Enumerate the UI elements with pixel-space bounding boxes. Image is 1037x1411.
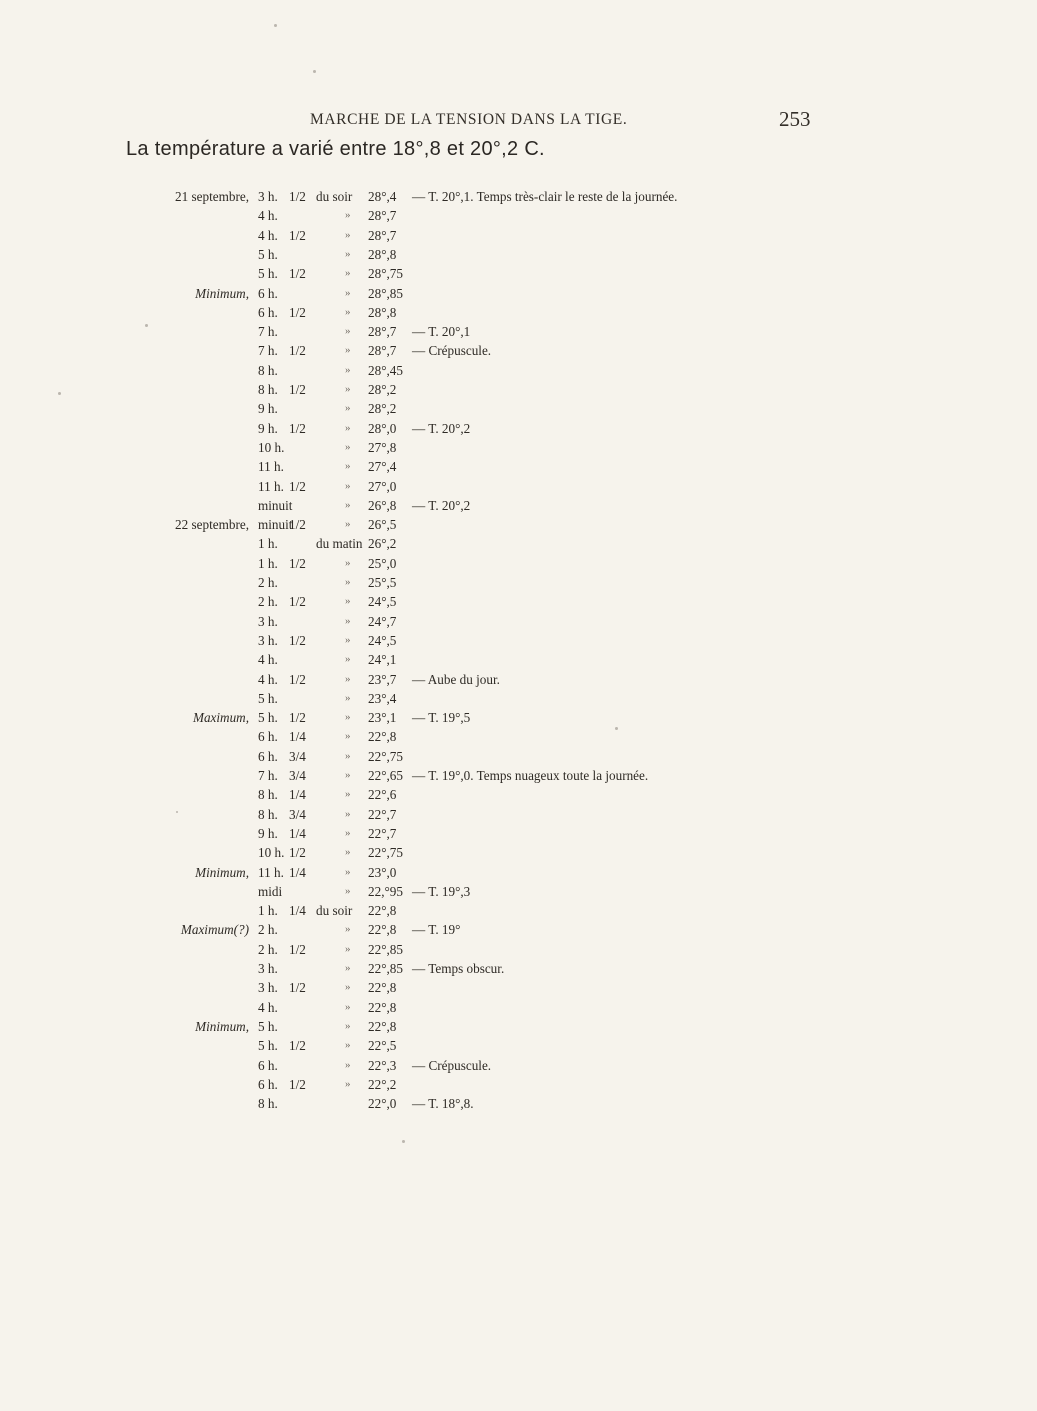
fraction-cell: 1/2 (289, 845, 306, 861)
ditto-mark: » (345, 769, 351, 781)
hour-cell: minuit (258, 517, 293, 533)
tension-value: 22°,85 (368, 961, 403, 976)
hour-cell: 4 h. (258, 999, 278, 1015)
period-cell: du soir (316, 903, 353, 919)
tension-value: 28°,7 (368, 343, 397, 359)
tension-value: 28°,7 (368, 324, 397, 340)
tension-value: 23°,7 (368, 671, 397, 687)
ditto-mark: » (345, 691, 351, 704)
hour-cell: 9 h. (258, 420, 278, 436)
table-row (0, 612, 1037, 631)
fraction-cell: 3/4 (289, 748, 306, 764)
hour-cell: 11 h. (258, 478, 284, 494)
tension-value: 25°,5 (368, 575, 397, 590)
ditto-mark: » (345, 556, 351, 569)
table-row (0, 670, 1037, 689)
hour-cell: 4 h. (258, 227, 278, 243)
period-cell: du soir (316, 189, 353, 204)
tension-value: 28°,45 (368, 362, 403, 378)
hour-cell: 7 h. (258, 324, 278, 340)
hour-cell: 5 h. (258, 1018, 278, 1034)
ditto-mark: » (345, 440, 351, 453)
table-row (0, 843, 1037, 862)
fraction-cell: 1/4 (289, 864, 306, 880)
extremum-label: Minimum, (195, 864, 249, 880)
table-row (0, 1094, 1037, 1113)
hour-cell: 1 h. (258, 536, 278, 552)
fraction-cell: 1/2 (289, 980, 306, 996)
fraction-cell: 3/4 (289, 806, 306, 822)
ditto-mark: » (345, 653, 351, 666)
hour-cell: 2 h. (258, 575, 278, 590)
table-row (0, 361, 1037, 380)
table-row (0, 805, 1037, 824)
hour-cell: 3 h. (258, 632, 278, 648)
ditto-mark: » (345, 788, 351, 801)
tension-value: 22°,8 (368, 980, 397, 996)
tension-value: 22°,0 (368, 1096, 397, 1112)
ditto-mark: » (345, 711, 351, 724)
table-row (0, 959, 1037, 978)
ditto-mark: » (345, 1000, 351, 1013)
table-row (0, 438, 1037, 457)
ditto-mark: » (345, 884, 351, 897)
fraction-cell: 1/2 (289, 710, 306, 726)
hour-cell: 9 h. (258, 401, 278, 417)
table-row (0, 284, 1037, 303)
hour-cell: 6 h. (258, 748, 278, 764)
ditto-mark: » (345, 807, 351, 820)
hour-cell: 9 h. (258, 825, 278, 841)
fraction-cell: 1/2 (289, 304, 306, 320)
tension-value: 22°,8 (368, 903, 397, 919)
remark-cell: — T. 20°,2 (412, 420, 471, 436)
extremum-label: Minimum, (195, 285, 249, 301)
tension-value: 23°,4 (368, 690, 397, 706)
period-cell: du matin (316, 536, 363, 552)
tension-value: 22°,8 (368, 1018, 397, 1034)
hour-cell: 2 h. (258, 922, 278, 938)
table-row (0, 940, 1037, 959)
print-speck (402, 1140, 405, 1143)
tension-value: 24°,7 (368, 613, 397, 629)
ditto-mark: » (345, 479, 351, 492)
fraction-cell: 3/4 (289, 768, 306, 783)
tension-value: 28°,4 (368, 189, 397, 204)
extremum-label: Maximum, (192, 710, 249, 726)
fraction-cell: 1/2 (289, 227, 306, 243)
table-row (0, 863, 1037, 882)
table-row (0, 534, 1037, 553)
remark-cell: — T. 20°,2 (412, 497, 471, 513)
ditto-mark: » (345, 981, 351, 994)
ditto-mark: » (345, 942, 351, 955)
hour-cell: 5 h. (258, 690, 278, 706)
tension-value: 28°,7 (368, 227, 397, 243)
table-row (0, 573, 1037, 592)
tension-value: 22°,7 (368, 806, 397, 822)
tension-value: 24°,5 (368, 594, 397, 610)
tension-value: 22°,5 (368, 1038, 397, 1054)
table-row (0, 824, 1037, 843)
tension-value: 28°,2 (368, 382, 397, 397)
remark-cell: — T. 20°,1. Temps très-clair le reste de la journée. (412, 189, 678, 204)
ditto-mark: » (345, 576, 351, 588)
fraction-cell: 1/2 (289, 189, 306, 204)
fraction-cell: 1/2 (289, 555, 306, 571)
hour-cell: 3 h. (258, 980, 278, 996)
hour-cell: 6 h. (258, 304, 278, 320)
print-speck (145, 324, 148, 327)
ditto-mark: » (345, 363, 351, 376)
tension-value: 22°,6 (368, 787, 397, 803)
tension-value: 28°,0 (368, 420, 397, 436)
hour-cell: 6 h. (258, 1057, 278, 1073)
table-row (0, 1017, 1037, 1036)
remark-cell: — Crépuscule. (412, 343, 492, 359)
hour-cell: 5 h. (258, 1038, 278, 1054)
table-row (0, 554, 1037, 573)
extremum-label: Maximum(?) (180, 922, 249, 938)
fraction-cell: 1/2 (289, 478, 306, 494)
tension-value: 22,°95 (368, 883, 403, 899)
fraction-cell: 1/4 (289, 903, 306, 919)
ditto-mark: » (345, 1039, 351, 1052)
table-row (0, 380, 1037, 399)
ditto-mark: » (345, 383, 351, 395)
remark-cell: — T. 19°,3 (412, 883, 471, 899)
hour-cell: 6 h. (258, 729, 278, 745)
hour-cell: 7 h. (258, 343, 278, 359)
tension-value: 22°,7 (368, 825, 397, 841)
hour-cell: 5 h. (258, 710, 278, 726)
tension-value: 25°,0 (368, 555, 397, 571)
hour-cell: 7 h. (258, 768, 278, 783)
table-row (0, 727, 1037, 746)
tension-value: 22°,75 (368, 748, 403, 764)
extremum-label: Minimum, (195, 1018, 249, 1034)
hour-cell: 2 h. (258, 594, 278, 610)
tension-value: 23°,1 (368, 710, 397, 726)
hour-cell: 1 h. (258, 903, 278, 919)
hour-cell: 5 h. (258, 266, 278, 282)
fraction-cell: 1/2 (289, 594, 306, 610)
remark-cell: — T. 19°,5 (412, 710, 471, 726)
tension-value: 23°,0 (368, 864, 397, 880)
hour-cell: 8 h. (258, 1096, 278, 1112)
fraction-cell: 1/2 (289, 1038, 306, 1054)
ditto-mark: » (345, 498, 351, 511)
fraction-cell: 1/2 (289, 1076, 306, 1092)
fraction-cell: 1/2 (289, 420, 306, 436)
table-row (0, 496, 1037, 515)
ditto-mark: » (345, 633, 351, 646)
table-row (0, 226, 1037, 245)
print-speck (176, 811, 178, 813)
hour-cell: 8 h. (258, 806, 278, 822)
hour-cell: 4 h. (258, 671, 278, 687)
hour-cell: 3 h. (258, 961, 278, 976)
table-row (0, 689, 1037, 708)
tension-value: 22°,3 (368, 1057, 397, 1073)
tension-value: 22°,8 (368, 729, 397, 745)
ditto-mark: » (345, 614, 351, 627)
print-speck (313, 70, 316, 73)
hour-cell: 5 h. (258, 246, 278, 262)
tension-value: 24°,5 (368, 632, 397, 648)
table-row (0, 901, 1037, 920)
table-row (0, 1036, 1037, 1055)
ditto-mark: » (345, 923, 351, 936)
table-row (0, 650, 1037, 669)
tension-value: 27°,0 (368, 478, 397, 494)
tension-value: 28°,2 (368, 401, 397, 417)
ditto-mark: » (345, 826, 351, 839)
print-speck (615, 727, 618, 730)
hour-cell: midi (258, 883, 283, 899)
table-row (0, 206, 1037, 225)
table-row (0, 785, 1037, 804)
ditto-mark: » (345, 460, 351, 473)
table-row (0, 708, 1037, 727)
hour-cell: 3 h. (258, 613, 278, 629)
table-row (0, 920, 1037, 939)
table-row (0, 1075, 1037, 1094)
ditto-mark: » (345, 749, 351, 762)
fraction-cell: 1/4 (289, 825, 306, 841)
tension-value: 27°,8 (368, 439, 397, 455)
remark-cell: — Crépuscule. (412, 1057, 492, 1073)
date-cell: 22 septembre, (175, 517, 249, 533)
table-row (0, 882, 1037, 901)
ditto-mark: » (345, 228, 351, 241)
table-row (0, 766, 1037, 785)
tension-value: 28°,7 (368, 208, 397, 224)
tension-value: 26°,8 (368, 497, 397, 513)
hour-cell: 8 h. (258, 362, 278, 378)
tension-value: 28°,8 (368, 304, 397, 320)
hour-cell: 6 h. (258, 285, 278, 301)
ditto-mark: » (345, 209, 351, 222)
hour-cell: 10 h. (258, 845, 285, 861)
ditto-mark: » (345, 305, 351, 318)
table-row (0, 245, 1037, 264)
remark-cell: — T. 19°,0. Temps nuageux toute la journée. (412, 768, 649, 783)
hour-cell: 11 h. (258, 459, 284, 475)
print-speck (58, 392, 61, 395)
date-cell: 21 septembre, (175, 189, 249, 204)
table-row (0, 978, 1037, 997)
fraction-cell: 1/2 (289, 632, 306, 648)
hour-cell: 1 h. (258, 555, 278, 571)
fraction-cell: 1/4 (289, 729, 306, 745)
hour-cell: 8 h. (258, 787, 278, 803)
hour-cell: 6 h. (258, 1076, 278, 1092)
hour-cell: 11 h. (258, 864, 284, 880)
table-row (0, 477, 1037, 496)
table-row (0, 303, 1037, 322)
table-row (0, 631, 1037, 650)
hour-cell: 10 h. (258, 439, 285, 455)
tension-value: 22°,75 (368, 845, 403, 861)
tension-value: 26°,2 (368, 536, 397, 552)
ditto-mark: » (345, 286, 351, 299)
table-row (0, 341, 1037, 360)
ditto-mark: » (345, 846, 351, 859)
table-row (0, 419, 1037, 438)
ditto-mark: » (345, 421, 351, 434)
ditto-mark: » (345, 595, 351, 608)
ditto-mark: » (345, 402, 351, 415)
fraction-cell: 1/2 (289, 671, 306, 687)
tension-value: 27°,4 (368, 459, 397, 475)
table-row (0, 515, 1037, 534)
ditto-mark: » (345, 865, 351, 878)
ditto-mark: » (345, 730, 351, 743)
hour-cell: 2 h. (258, 941, 278, 957)
fraction-cell: 1/2 (289, 941, 306, 957)
table-row (0, 457, 1037, 476)
hour-cell: 3 h. (258, 189, 278, 204)
fraction-cell: 1/2 (289, 382, 306, 397)
table-row (0, 998, 1037, 1017)
tension-value: 22°,85 (368, 941, 403, 957)
ditto-mark: » (345, 247, 351, 260)
table-row (0, 264, 1037, 283)
ditto-mark: » (345, 518, 351, 531)
tension-value: 22°,65 (368, 768, 403, 783)
ditto-mark: » (345, 962, 351, 974)
fraction-cell: 1/4 (289, 787, 306, 803)
table-row (0, 1056, 1037, 1075)
fraction-cell: 1/2 (289, 266, 306, 282)
ditto-mark: » (345, 672, 351, 685)
ditto-mark: » (345, 1019, 351, 1032)
running-title: MARCHE DE LA TENSION DANS LA TIGE. (310, 111, 628, 128)
remark-cell: — Temps obscur. (412, 961, 505, 976)
intro-sentence: La température a varié entre 18°,8 et 20°,2 C. (126, 138, 545, 160)
hour-cell: 4 h. (258, 652, 278, 668)
remark-cell: — T. 19° (412, 922, 461, 938)
ditto-mark: » (345, 1058, 351, 1071)
fraction-cell: 1/2 (289, 343, 306, 359)
hour-cell: 4 h. (258, 208, 278, 224)
print-speck (274, 24, 277, 27)
tension-value: 22°,2 (368, 1076, 397, 1092)
tension-value: 22°,8 (368, 922, 397, 938)
tension-value: 28°,75 (368, 266, 403, 282)
remark-cell: — T. 18°,8. (412, 1096, 474, 1112)
table-row (0, 399, 1037, 418)
tension-value: 28°,85 (368, 285, 403, 301)
tension-value: 26°,5 (368, 517, 397, 533)
ditto-mark: » (345, 267, 351, 280)
table-row (0, 747, 1037, 766)
page-number: 253 (779, 107, 811, 131)
hour-cell: 8 h. (258, 382, 278, 397)
hour-cell: minuit (258, 497, 293, 513)
table-row (0, 187, 1037, 206)
tension-value: 24°,1 (368, 652, 397, 668)
ditto-mark: » (345, 325, 351, 338)
tension-value: 22°,8 (368, 999, 397, 1015)
ditto-mark: » (345, 344, 351, 357)
tension-value: 28°,8 (368, 246, 397, 262)
ditto-mark: » (345, 1077, 351, 1090)
fraction-cell: 1/2 (289, 517, 306, 533)
table-row (0, 322, 1037, 341)
remark-cell: — Aube du jour. (412, 671, 500, 687)
remark-cell: — T. 20°,1 (412, 324, 471, 340)
table-row (0, 592, 1037, 611)
